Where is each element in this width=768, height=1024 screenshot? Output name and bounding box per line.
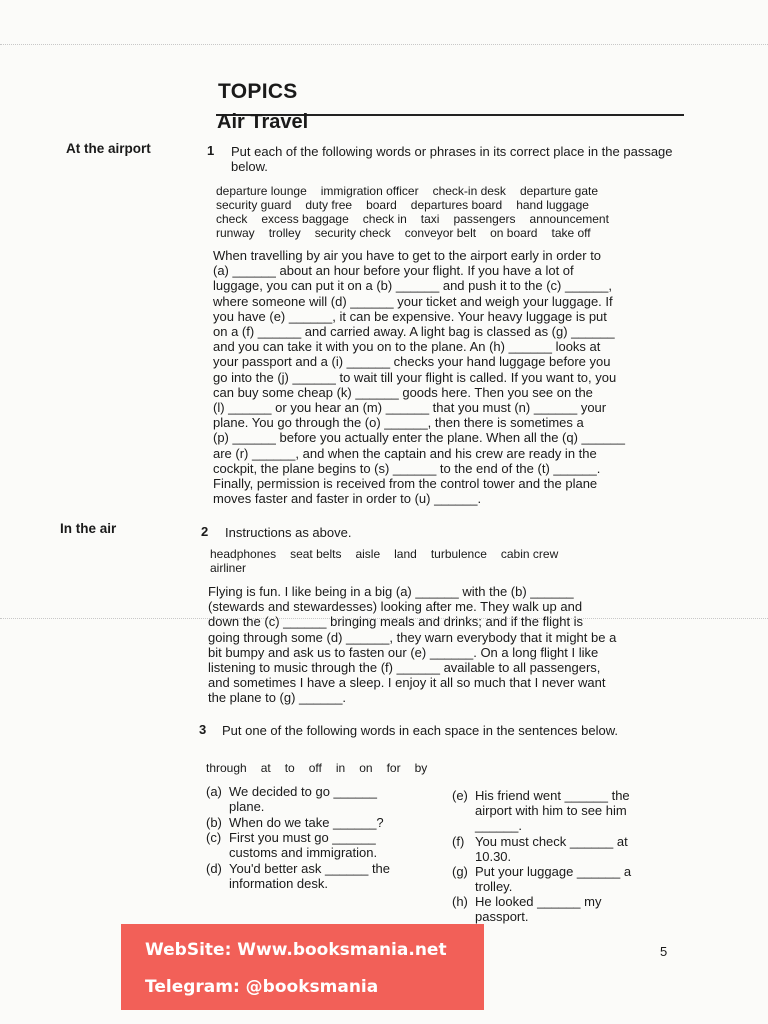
- exercise-1-passage: [213, 248, 671, 506]
- word-item: on board: [490, 226, 538, 240]
- passage-line: bit bumpy and ask us to fasten our (e) ______. On a long flight I like: [208, 644, 599, 660]
- sentence-label: (c): [206, 830, 222, 845]
- word-item: through: [206, 761, 247, 775]
- sentence-f: [452, 834, 650, 864]
- word-item: at: [260, 761, 271, 775]
- passage-line: Finally, permission is received from the control tower and the plane: [213, 476, 598, 492]
- sentence-a: [206, 784, 404, 814]
- passage-line: down the (c) ______ bringing meals and drinks; and if the flight is: [208, 614, 584, 630]
- sentence-d: [206, 861, 404, 891]
- word-item: aisle: [355, 547, 381, 561]
- page-title: Air Travel: [217, 111, 309, 133]
- exercise-3-number: 3: [199, 722, 207, 737]
- passage-line: luggage, you can put it on a (b) ______ and push it to the (c) ______,: [213, 278, 612, 294]
- passage-line: on a (f) ______ and carried away. A light bag is classed as (g) ______: [213, 324, 615, 340]
- word-item: security check: [314, 226, 391, 240]
- sentence-g: [452, 864, 650, 894]
- sentence-label: (g): [452, 864, 468, 879]
- word-row: [210, 561, 680, 575]
- section-label-air: In the air: [60, 521, 117, 536]
- word-item: to: [284, 761, 295, 775]
- passage-line: When travelling by air you have to get to the airport early in order to: [213, 248, 602, 263]
- passage-line: your passport and a (i) ______ checks your hand luggage before you: [213, 354, 611, 370]
- word-item: immigration officer: [320, 184, 419, 198]
- word-item: announcement: [529, 212, 609, 226]
- passage-line: are (r) ______, and when the captain and his crew are ready in the: [213, 445, 597, 461]
- word-item: hand luggage: [516, 198, 589, 212]
- word-item: departures board: [410, 198, 503, 212]
- passage-line: going through some (d) ______, they warn everybody that it might be a: [208, 629, 617, 645]
- sentence-label: (h): [452, 894, 468, 909]
- word-item: taxi: [420, 212, 440, 226]
- sentence-c: [206, 830, 404, 860]
- exercise-1-instruction: Put each of the following words or phrases in its correct place in the passage below.: [231, 144, 673, 174]
- exercise-2-instruction: Instructions as above.: [225, 525, 352, 540]
- sentence-text: First you must go ______ customs and immigration.: [229, 830, 378, 860]
- promo-telegram: Telegram: @booksmania: [145, 977, 379, 997]
- exercise-2-word-list: [210, 547, 680, 575]
- exercise-3-word-list: [206, 761, 676, 775]
- word-item: seat belts: [290, 547, 342, 561]
- word-item: check in: [362, 212, 407, 226]
- passage-line: (stewards and stewardesses) looking after me. They walk up and: [208, 599, 583, 615]
- scan-edge-top: [0, 44, 768, 46]
- word-item: for: [386, 761, 401, 775]
- sentence-label: (f): [452, 834, 465, 849]
- word-item: headphones: [210, 547, 277, 561]
- sentence-label: (e): [452, 788, 468, 803]
- word-row: [216, 198, 686, 212]
- passage-line: (p) ______ before you actually enter the plane. When all the (q) ______: [213, 430, 625, 446]
- word-item: on: [359, 761, 373, 775]
- word-row: [216, 212, 686, 226]
- word-item: turbulence: [430, 547, 487, 561]
- passage-line: and sometimes I have a sleep. I enjoy it all so much that I never want: [208, 675, 606, 691]
- page-number: 5: [660, 944, 668, 959]
- sentence-text: When do we take ______?: [229, 815, 384, 830]
- exercise-2-passage: [208, 584, 666, 706]
- word-item: security guard: [216, 198, 292, 212]
- word-item: check: [216, 212, 248, 226]
- sentence-label: (b): [206, 815, 222, 830]
- word-item: trolley: [268, 226, 301, 240]
- passage-line: you have (e) ______, it can be expensive. Your heavy luggage is put: [213, 308, 607, 324]
- passage-line: the plane to (g) ______.: [208, 690, 347, 706]
- word-item: passengers: [453, 212, 516, 226]
- word-item: duty free: [305, 198, 353, 212]
- word-item: board: [366, 198, 397, 212]
- sentence-text: You'd better ask ______ the information desk.: [229, 861, 391, 891]
- word-item: departure gate: [519, 184, 598, 198]
- word-item: in: [335, 761, 346, 775]
- passage-line: listening to music through the (f) ______ available to all passengers,: [208, 660, 601, 676]
- exercise-3-instruction: Put one of the following words in each space in the sentences below.: [222, 723, 619, 738]
- word-item: departure lounge: [216, 184, 307, 198]
- promo-banner: [121, 924, 484, 1010]
- passage-line: plane. You go through the (o) ______, then there is sometimes a: [213, 415, 584, 431]
- passage-line: and you can take it with you on to the plane. An (h) ______ looks at: [213, 339, 601, 355]
- word-item: cabin crew: [500, 547, 559, 561]
- passage-line: cockpit, the plane begins to (s) ______ to the end of the (t) ______.: [213, 460, 601, 476]
- sentence-e: [452, 788, 650, 833]
- word-item: airliner: [210, 561, 247, 575]
- word-item: runway: [216, 226, 255, 240]
- sentence-text: His friend went ______ the airport with him to see him ______.: [475, 788, 630, 833]
- word-item: excess baggage: [261, 212, 349, 226]
- passage-line: moves faster and faster in order to (u) ______.: [213, 491, 482, 507]
- sentence-h: [452, 894, 650, 924]
- page-topic-heading: TOPICS: [218, 80, 298, 103]
- sentence-label: (d): [206, 861, 222, 876]
- sentence-text: Put your luggage ______ a trolley.: [475, 864, 632, 894]
- word-item: check-in desk: [432, 184, 506, 198]
- sentence-b: [206, 815, 404, 830]
- word-row: [216, 226, 686, 240]
- passage-line: Flying is fun. I like being in a big (a) ______ with the (b) ______: [208, 584, 574, 599]
- sentence-text: You must check ______ at 10.30.: [475, 834, 628, 864]
- passage-line: where someone will (d) ______ your ticket and weigh your luggage. If: [213, 293, 613, 309]
- word-row: [216, 184, 686, 198]
- passage-line: go into the (j) ______ to wait till your flight is called. If you want to, you: [213, 369, 617, 385]
- exercise-2-number: 2: [201, 524, 209, 539]
- exercise-1-word-list: [216, 184, 686, 240]
- word-item: land: [394, 547, 417, 561]
- section-label-airport: At the airport: [66, 141, 151, 156]
- sentence-text: He looked ______ my passport.: [475, 894, 602, 924]
- passage-line: (l) ______ or you hear an (m) ______ that you must (n) ______ your: [213, 400, 607, 416]
- word-item: take off: [551, 226, 591, 240]
- word-item: off: [308, 761, 322, 775]
- sentence-text: We decided to go ______ plane.: [229, 784, 377, 814]
- promo-website: WebSite: Www.booksmania.net: [145, 940, 447, 960]
- sentence-label: (a): [206, 784, 222, 799]
- passage-line: can buy some cheap (k) ______ goods here. Then you see on the: [213, 384, 593, 400]
- word-item: by: [414, 761, 428, 775]
- passage-line: (a) ______ about an hour before your flight. If you have a lot of: [213, 263, 574, 279]
- exercise-1-number: 1: [207, 143, 215, 158]
- word-item: conveyor belt: [404, 226, 477, 240]
- word-row: [210, 547, 680, 561]
